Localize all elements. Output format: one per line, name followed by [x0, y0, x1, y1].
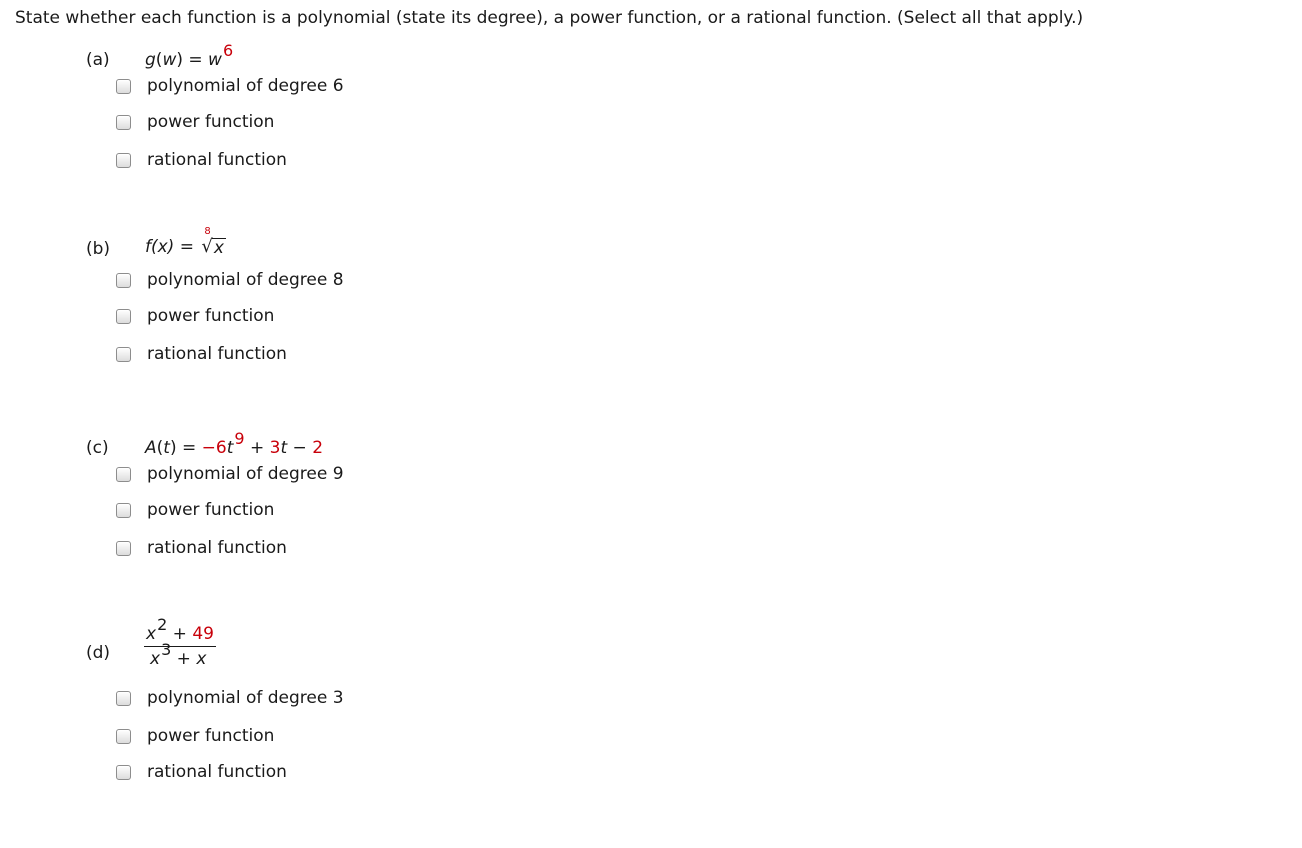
checkbox[interactable] [116, 691, 131, 706]
option-label[interactable]: polynomial of degree 3 [147, 688, 344, 708]
checkbox[interactable] [116, 541, 131, 556]
part-d-fraction [144, 615, 216, 669]
function-name: g [145, 50, 156, 70]
option-d-polynomial[interactable] [114, 687, 344, 709]
option-b-polynomial[interactable] [114, 269, 344, 291]
option-label[interactable]: rational function [147, 538, 287, 558]
option-d-power[interactable] [114, 725, 274, 747]
checkbox[interactable] [116, 79, 131, 94]
nth-root [199, 226, 226, 258]
checkbox[interactable] [116, 309, 131, 324]
part-c-formula: A(t) = −6t9 + 3t − 2 [145, 429, 324, 458]
option-label[interactable]: power function [147, 726, 275, 746]
part-a-formula: g(w) = w6 [145, 41, 234, 70]
option-c-rational[interactable] [114, 537, 287, 559]
constant-term: 2 [312, 438, 324, 458]
checkbox[interactable] [116, 347, 131, 362]
part-c-label: (c) [86, 438, 109, 458]
option-a-power[interactable] [114, 111, 274, 133]
root-index: 8 [204, 226, 211, 237]
term1-exponent: 9 [234, 429, 245, 449]
checkbox[interactable] [116, 729, 131, 744]
option-label[interactable]: polynomial of degree 9 [147, 464, 344, 484]
formula-base: w [208, 50, 222, 70]
instruction-text: State whether each function is a polynomial (state its degree), a power function, or a rational function. (Select all that apply.) [15, 8, 1084, 28]
function-variable: w [162, 50, 177, 70]
part-d-label: (d) [86, 643, 111, 663]
checkbox[interactable] [116, 273, 131, 288]
checkbox[interactable] [116, 503, 131, 518]
checkbox[interactable] [116, 467, 131, 482]
option-label[interactable]: rational function [147, 150, 287, 170]
option-c-power[interactable] [114, 499, 274, 521]
equals-sign: = [188, 50, 203, 70]
option-label[interactable]: rational function [147, 762, 287, 782]
checkbox[interactable] [116, 153, 131, 168]
part-b-label: (b) [86, 239, 111, 259]
root-symbol: √ [201, 236, 213, 257]
fraction-numerator: x2 + 49 [144, 624, 216, 647]
option-label[interactable]: polynomial of degree 8 [147, 270, 344, 290]
radicand: x [213, 238, 224, 258]
part-a-label: (a) [86, 50, 110, 70]
term1-coefficient: −6 [201, 438, 227, 458]
option-label[interactable]: power function [147, 112, 275, 132]
fraction-denominator: x3 + x [150, 640, 207, 669]
formula-exponent: 6 [222, 41, 234, 61]
option-d-rational[interactable] [114, 761, 287, 783]
option-label[interactable]: rational function [147, 344, 287, 364]
function-lhs: f(x) [145, 237, 175, 257]
option-c-polynomial[interactable] [114, 463, 344, 485]
equals-sign: = [179, 237, 194, 257]
option-b-power[interactable] [114, 305, 274, 327]
option-label[interactable]: polynomial of degree 6 [147, 76, 344, 96]
part-b-formula [145, 226, 226, 258]
option-label[interactable]: power function [147, 500, 275, 520]
checkbox[interactable] [116, 115, 131, 130]
option-a-polynomial[interactable] [114, 75, 344, 97]
option-a-rational[interactable] [114, 149, 287, 171]
term2-coefficient: 3 [269, 438, 281, 458]
option-label[interactable]: power function [147, 306, 275, 326]
checkbox[interactable] [116, 765, 131, 780]
numerator-constant: 49 [192, 624, 214, 644]
option-b-rational[interactable] [114, 343, 287, 365]
